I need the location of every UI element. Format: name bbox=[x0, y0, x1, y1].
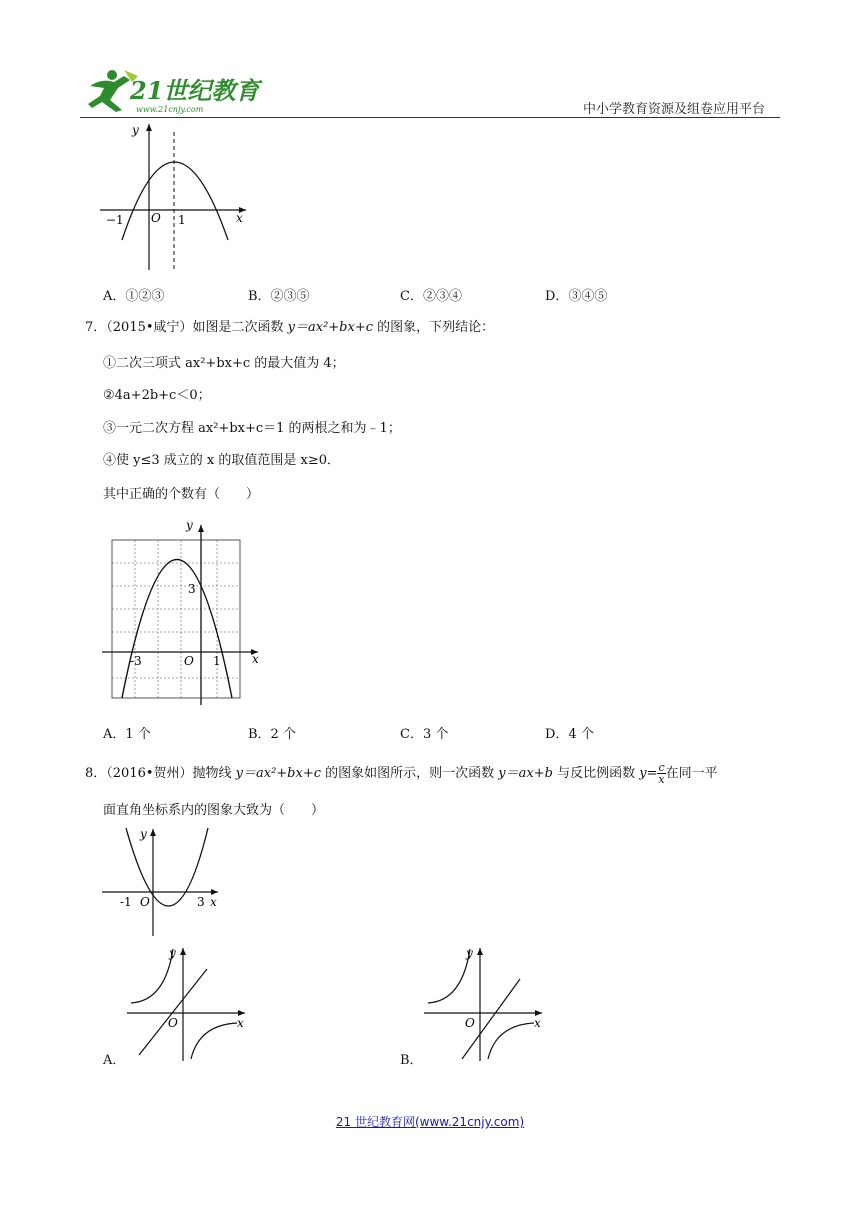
q8-neg1-label: -1 bbox=[120, 895, 132, 909]
q7-three-label: 3 bbox=[188, 582, 196, 596]
q8-stem-post: 在同一平 bbox=[665, 766, 718, 781]
q6-x-label: x bbox=[236, 211, 243, 225]
q7-y-label: y bbox=[186, 518, 193, 532]
q6-neg1-label: −1 bbox=[106, 213, 124, 227]
q8-stem-mid: 的图象如图所示，则一次函数 bbox=[321, 766, 499, 781]
q8-fraction bbox=[657, 762, 665, 785]
q7-item-3: ③一元二次方程 ax²+bx+c＝1 的两根之和为﹣1； bbox=[103, 421, 401, 436]
q7-stem-equation: y＝ax²+bx+c bbox=[287, 320, 374, 335]
q8b-x-label: x bbox=[534, 1016, 541, 1030]
q6-y-label: y bbox=[132, 123, 139, 137]
q7-stem-post: 的图象，下列结论： bbox=[373, 320, 495, 335]
logo-main-text: 21世纪教育 bbox=[130, 76, 260, 105]
q8-option-a-graph[interactable] bbox=[125, 945, 250, 1063]
q8-frac-den: x bbox=[658, 773, 665, 786]
q7-origin-label: O bbox=[184, 654, 194, 668]
q8-stem-linear: y＝ax+b bbox=[498, 766, 553, 781]
q8-stem-inverse: y= bbox=[639, 766, 658, 781]
q8b-origin-label: O bbox=[465, 1016, 475, 1030]
q8-x-label: x bbox=[210, 895, 217, 909]
q8-option-b[interactable]: B． bbox=[400, 1053, 423, 1068]
q7-item-2: ②4a+2b+c＜0； bbox=[103, 388, 211, 403]
q8-stem-mid2: 与反比例函数 bbox=[552, 766, 640, 781]
q6-graph bbox=[100, 122, 250, 272]
q8-stem bbox=[85, 761, 718, 787]
q7-neg3-label: -3 bbox=[130, 654, 142, 668]
q8-option-b-graph[interactable] bbox=[422, 945, 547, 1063]
q8-option-a[interactable]: A． bbox=[103, 1053, 126, 1068]
q8-graph bbox=[100, 826, 225, 938]
q7-question: 其中正确的个数有（ ） bbox=[103, 487, 260, 502]
q8-three-label: 3 bbox=[197, 895, 205, 909]
q7-one-label: 1 bbox=[213, 654, 221, 668]
q8-frac-num: c bbox=[658, 761, 665, 774]
q7-item-1: ①二次三项式 ax²+bx+c 的最大值为 4； bbox=[103, 356, 345, 371]
q7-x-label: x bbox=[252, 652, 259, 666]
q8a-origin-label: O bbox=[168, 1016, 178, 1030]
q8a-y-label: y bbox=[169, 946, 176, 960]
header-divider bbox=[80, 117, 780, 118]
q8-stem-equation: y＝ax²+bx+c bbox=[235, 766, 322, 781]
q8a-x-label: x bbox=[237, 1016, 244, 1030]
q8-stem-line2: 面直角坐标系内的图象大致为（ ） bbox=[103, 803, 325, 818]
q8b-y-label: y bbox=[466, 946, 473, 960]
logo-sub-text: www.21cnjy.com bbox=[136, 105, 204, 114]
q7-option-d[interactable]: D．4 个 bbox=[545, 727, 594, 742]
q6-one-label: 1 bbox=[178, 213, 186, 227]
q7-item-4: ④使 y≤3 成立的 x 的取值范围是 x≥0． bbox=[103, 453, 340, 468]
q7-option-b[interactable]: B．2 个 bbox=[248, 727, 296, 742]
q6-origin-label: O bbox=[151, 211, 161, 225]
header-platform-text: 中小学教育资源及组卷应用平台 bbox=[583, 102, 766, 117]
q6-option-d[interactable]: D．③④⑤ bbox=[545, 289, 608, 304]
q6-option-b[interactable]: B．②③⑤ bbox=[248, 289, 310, 304]
footer-link[interactable]: 21 世纪教育网(www.21cnjy.com) bbox=[335, 1115, 525, 1129]
footer bbox=[0, 1113, 860, 1130]
q7-graph bbox=[100, 513, 265, 708]
site-logo bbox=[80, 66, 270, 116]
q8-y-label: y bbox=[140, 827, 147, 841]
q6-option-c[interactable]: C．②③④ bbox=[400, 289, 462, 304]
q7-option-c[interactable]: C．3 个 bbox=[400, 727, 449, 742]
q7-stem bbox=[85, 319, 494, 337]
q8-stem-pre: 8．（2016•贺州）抛物线 bbox=[85, 766, 236, 781]
q6-option-a[interactable]: A．①②③ bbox=[103, 289, 165, 304]
q8-origin-label: O bbox=[140, 895, 150, 909]
q7-stem-pre: 7．（2015•咸宁）如图是二次函数 bbox=[85, 320, 288, 335]
q7-option-a[interactable]: A．1 个 bbox=[103, 727, 151, 742]
